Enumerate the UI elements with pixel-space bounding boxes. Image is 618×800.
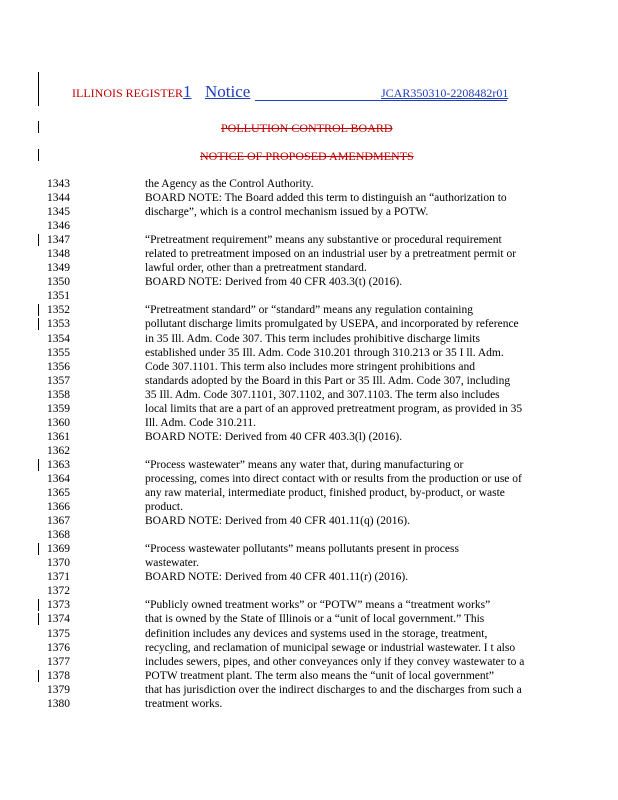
- line-text: discharge”, which is a control mechanism issued by a POTW.: [145, 206, 429, 219]
- line-text: “Pretreatment standard” or “standard” means any regulation containing: [145, 304, 473, 317]
- line-text: that has jurisdiction over the indirect discharges to and the discharges from such a: [145, 683, 522, 696]
- line-text: pollutant discharge limits promulgated by USEPA, and incorporated by reference: [145, 318, 519, 331]
- line-number: 1378: [47, 669, 70, 682]
- document-line: [0, 205, 618, 219]
- document-line: [0, 655, 618, 669]
- document-line: [0, 514, 618, 528]
- line-text: “Process wastewater” means any water that, during manufacturing or: [145, 458, 464, 471]
- line-text: BOARD NOTE: Derived from 40 CFR 403.3(l) (2016).: [145, 430, 403, 443]
- line-text: “Process wastewater pollutants” means pollutants present in process: [145, 543, 459, 556]
- change-bar-board: [38, 121, 39, 133]
- line-text: BOARD NOTE: Derived from 40 CFR 401.11(r) (2016).: [145, 571, 409, 584]
- document-line: [0, 317, 618, 331]
- line-number: 1371: [47, 571, 70, 584]
- line-text: related to pretreatment imposed on an industrial user by a pretreatment permit or: [145, 248, 517, 261]
- document-line: [0, 289, 618, 303]
- document-line: [0, 472, 618, 486]
- line-number: 1356: [47, 360, 70, 373]
- document-line: [0, 332, 618, 346]
- document-line: [0, 247, 618, 261]
- line-number: 1364: [47, 472, 70, 485]
- document-line: [0, 641, 618, 655]
- line-text: BOARD NOTE: Derived from 40 CFR 403.3(t) (2016).: [145, 276, 403, 289]
- line-number: 1369: [47, 543, 70, 556]
- line-number: 1361: [47, 430, 70, 443]
- document-line: [0, 697, 618, 711]
- line-number: 1380: [47, 697, 70, 710]
- change-bar: [38, 234, 39, 246]
- document-line: [0, 261, 618, 275]
- change-bar: [38, 304, 39, 316]
- change-bar-header: [38, 72, 39, 106]
- line-number: 1346: [47, 220, 70, 233]
- line-number: 1352: [47, 304, 70, 317]
- register-label: ILLINOIS REGISTER: [72, 86, 183, 100]
- line-number: 1374: [47, 613, 70, 626]
- line-text: lawful order, other than a pretreatment standard.: [145, 262, 367, 275]
- document-line: [0, 612, 618, 626]
- document-line: [0, 388, 618, 402]
- document-line: [0, 430, 618, 444]
- line-text: definition includes any devices and systems used in the storage, treatment,: [145, 627, 488, 640]
- line-number: 1368: [47, 529, 70, 542]
- line-number: 1358: [47, 388, 70, 401]
- change-bar: [38, 613, 39, 625]
- board-title: POLLUTION CONTROL BOARD: [221, 121, 393, 135]
- document-line: [0, 275, 618, 289]
- line-text: BOARD NOTE: The Board added this term to distinguish an “authorization to: [145, 192, 507, 205]
- line-text: product.: [145, 501, 184, 514]
- document-line: [0, 500, 618, 514]
- document-line: [0, 233, 618, 247]
- document-line: [0, 556, 618, 570]
- document-line: [0, 346, 618, 360]
- line-number: 1350: [47, 276, 70, 289]
- document-line: [0, 402, 618, 416]
- document-body: [0, 177, 618, 711]
- notice-title: NOTICE OF PROPOSED AMENDMENTS: [200, 149, 414, 163]
- line-text: standards adopted by the Board in this Part or 35 Ill. Adm. Code 307, including: [145, 374, 511, 387]
- line-number: 1366: [47, 501, 70, 514]
- line-text: BOARD NOTE: Derived from 40 CFR 401.11(q) (2016).: [145, 515, 411, 528]
- document-line: [0, 584, 618, 598]
- line-number: 1360: [47, 416, 70, 429]
- line-number: 1370: [47, 557, 70, 570]
- line-number: 1363: [47, 458, 70, 471]
- document-line: [0, 669, 618, 683]
- document-line: [0, 627, 618, 641]
- line-number: 1345: [47, 206, 70, 219]
- line-text: Code 307.1101. This term also includes more stringent prohibitions and: [145, 360, 475, 373]
- line-text: local limits that are a part of an approved pretreatment program, as provided in 35: [145, 402, 523, 415]
- line-text: wastewater.: [145, 557, 199, 570]
- line-text: POTW treatment plant. The term also means the “unit of local government”: [145, 669, 494, 682]
- line-number: 1362: [47, 444, 70, 457]
- line-text: includes sewers, pipes, and other conveyances only if they convey wastewater to a: [145, 655, 525, 668]
- line-number: 1355: [47, 346, 70, 359]
- change-bar: [38, 543, 39, 555]
- line-number: 1379: [47, 683, 70, 696]
- line-number: 1377: [47, 655, 70, 668]
- line-text: established under 35 Ill. Adm. Code 310.201 through 310.213 or 35 I ll. Adm.: [145, 346, 504, 359]
- line-number: 1373: [47, 599, 70, 612]
- notice-label: Notice: [205, 82, 251, 101]
- line-number: 1351: [47, 290, 70, 303]
- document-line: [0, 360, 618, 374]
- line-number: 1365: [47, 487, 70, 500]
- document-line: [0, 191, 618, 205]
- line-text: in 35 Ill. Adm. Code 307. This term includes prohibitive discharge limits: [145, 332, 480, 345]
- document-line: [0, 570, 618, 584]
- line-text: “Publicly owned treatment works” or “POTW” means a “treatment works”: [145, 599, 491, 612]
- change-bar-notice: [38, 149, 39, 161]
- line-number: 1359: [47, 402, 70, 415]
- change-bar: [38, 318, 39, 330]
- change-bar: [38, 670, 39, 682]
- document-line: [0, 458, 618, 472]
- document-line: [0, 683, 618, 697]
- line-number: 1372: [47, 585, 70, 598]
- page-number: 1: [183, 82, 192, 101]
- document-line: [0, 598, 618, 612]
- document-line: [0, 219, 618, 233]
- change-bar: [38, 599, 39, 611]
- line-text: that is owned by the State of Illinois or a “unit of local government.” This: [145, 613, 485, 626]
- line-number: 1348: [47, 248, 70, 261]
- line-number: 1353: [47, 318, 70, 331]
- document-line: [0, 416, 618, 430]
- line-text: processing, comes into direct contact with or results from the production or use of: [145, 472, 522, 485]
- document-line: [0, 303, 618, 317]
- line-number: 1343: [47, 178, 70, 190]
- document-line: [0, 444, 618, 458]
- line-text: 35 Ill. Adm. Code 307.1101, 307.1102, and 307.1103. The term also includes: [145, 388, 500, 401]
- line-number: 1375: [47, 627, 70, 640]
- line-text: any raw material, intermediate product, finished product, by-product, or waste: [145, 487, 505, 500]
- line-text: treatment works.: [145, 697, 223, 710]
- change-bar: [38, 459, 39, 471]
- document-line: [0, 486, 618, 500]
- document-line: [0, 374, 618, 388]
- line-text: recycling, and reclamation of municipal sewage or industrial wastewater. I t also: [145, 641, 516, 654]
- line-number: 1376: [47, 641, 70, 654]
- document-line: [0, 528, 618, 542]
- line-text: Ill. Adm. Code 310.211.: [145, 416, 257, 429]
- line-number: 1347: [47, 234, 70, 247]
- line-number: 1367: [47, 515, 70, 528]
- document-id: JCAR350310-2208482r01: [381, 86, 509, 100]
- line-number: 1349: [47, 262, 70, 275]
- document-line: [0, 542, 618, 556]
- line-number: 1354: [47, 332, 70, 345]
- line-text: “Pretreatment requirement” means any substantive or procedural requirement: [145, 234, 502, 247]
- line-number: 1357: [47, 374, 70, 387]
- line-number: 1344: [47, 192, 70, 205]
- document-line: [0, 177, 618, 191]
- line-text: the Agency as the Control Authority.: [145, 178, 314, 190]
